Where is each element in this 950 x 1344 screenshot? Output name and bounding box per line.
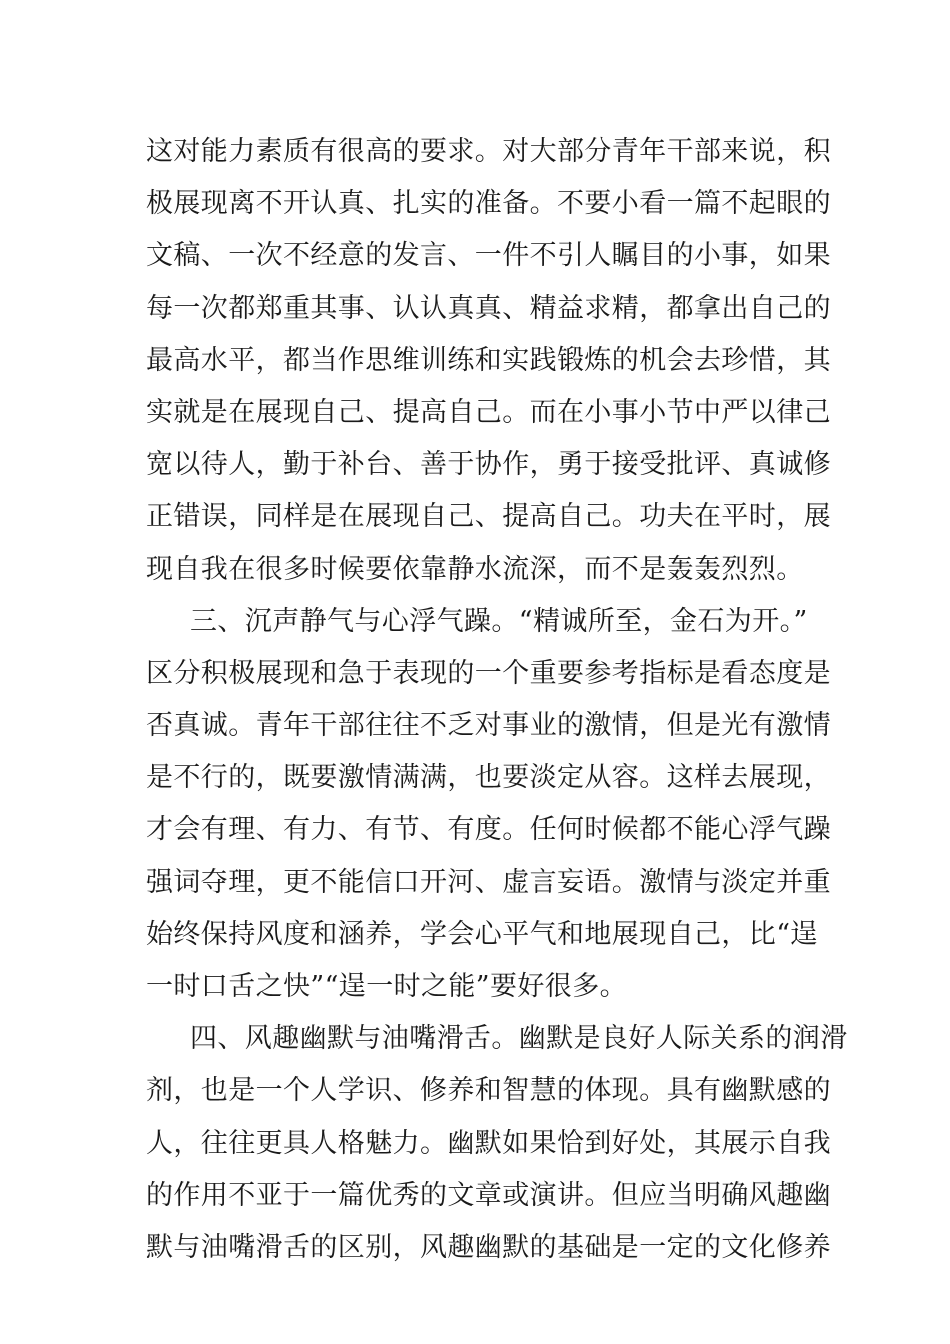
text-line: 宽以待人，勤于补台、善于协作，勇于接受批评、真诚修 [146,449,831,481]
text-line: 人，往往更具人格魅力。幽默如果恰到好处，其展示自我 [146,1127,831,1159]
paragraph-start-line: 三、沉声静气与心浮气躁。“精诚所至，金石为开。” [190,605,808,637]
text-line: 才会有理、有力、有节、有度。任何时候都不能心浮气躁 [146,814,831,846]
text-line: 强词夺理，更不能信口开河、虚言妄语。激情与淡定并重 [146,866,831,898]
text-line: 否真诚。青年干部往往不乏对事业的激情，但是光有激情 [146,710,831,742]
text-line: 现自我在很多时候要依靠静水流深，而不是轰轰烈烈。 [146,553,804,585]
text-line: 实就是在展现自己、提高自己。而在小事小节中严以律己 [146,396,831,428]
text-line: 剂，也是一个人学识、修养和智慧的体现。具有幽默感的 [146,1075,831,1107]
text-line: 区分积极展现和急于表现的一个重要参考指标是看态度是 [146,657,831,689]
text-line: 始终保持风度和涵养，学会心平气和地展现自己，比“逞 [146,918,818,950]
text-line: 这对能力素质有很高的要求。对大部分青年干部来说，积 [146,136,831,167]
text-line: 默与油嘴滑舌的区别，风趣幽默的基础是一定的文化修养 [146,1231,831,1263]
text-line: 最高水平，都当作思维训练和实践锻炼的机会去珍惜，其 [146,344,831,376]
text-line: 极展现离不开认真、扎实的准备。不要小看一篇不起眼的 [146,188,831,220]
body-text [146,126,848,1274]
text-line: 正错误，同样是在展现自己、提高自己。功夫在平时，展 [146,501,831,533]
text-line: 的作用不亚于一篇优秀的文章或演讲。但应当明确风趣幽 [146,1179,831,1211]
text-line: 文稿、一次不经意的发言、一件不引人瞩目的小事，如果 [146,240,831,272]
text-line: 是不行的，既要激情满满，也要淡定从容。这样去展现， [146,762,831,794]
paragraph-start-line: 四、风趣幽默与油嘴滑舌。幽默是良好人际关系的润滑 [190,1023,848,1055]
text-line: 一时口舌之快”“逞一时之能”要好很多。 [146,971,628,1002]
text-line: 每一次都郑重其事、认认真真、精益求精，都拿出自己的 [146,292,831,324]
